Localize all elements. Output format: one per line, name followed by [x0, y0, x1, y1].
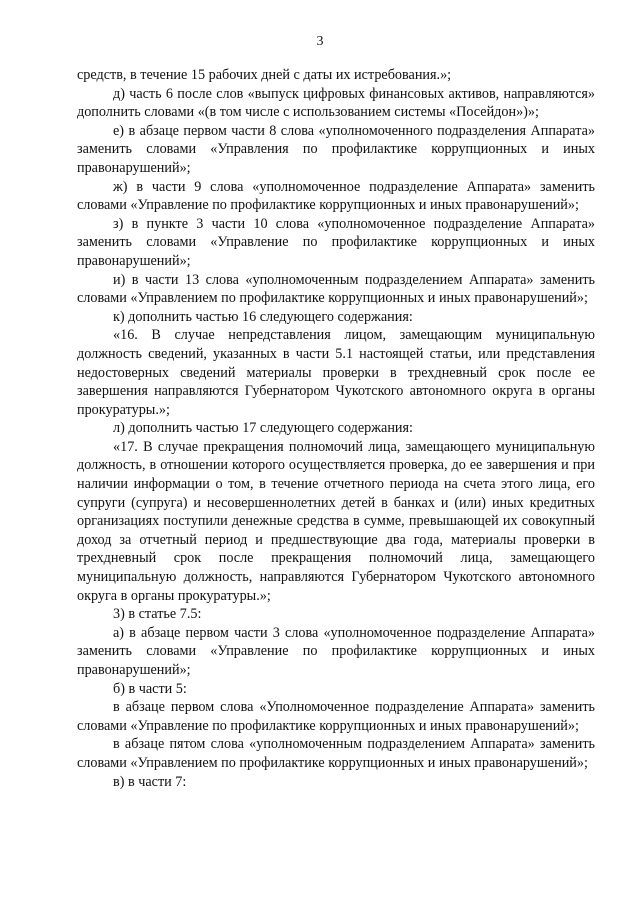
- paragraph: «17. В случае прекращения полномочий лица, замещающего муниципальную должность, в отношении которого осуществляется проверка, до ее завершения и при наличии информации о том, в течение отчетного периода на счета этого лица, его супруги (супруга) и несовершеннолетних детей в банках и (или) иных кредитных организациях поступили денежные средства в сумме, превышающей их совокупный доход за отчетный период и предшествующие два года, материалы проверки в трехдневный срок после прекращения полномочий лица, замещающего муниципальную должность, направляются Губернатором Чукотского автономного округа в органы прокуратуры.»;: [77, 438, 595, 604]
- paragraph: в абзаце первом слова «Уполномоченное подразделение Аппарата» заменить словами «Управление по профилактике коррупционных и иных правонарушений»;: [77, 699, 595, 734]
- paragraph: е) в абзаце первом части 8 слова «уполномоченного подразделения Аппарата» заменить словами «Управления по профилактике коррупционных и иных правонарушений»;: [77, 122, 595, 176]
- paragraph: а) в абзаце первом части 3 слова «уполномоченное подразделение Аппарата» заменить словами «Управление по профилактике коррупционных и иных правонарушений»;: [77, 624, 595, 678]
- paragraph: и) в части 13 слова «уполномоченным подразделением Аппарата» заменить словами «Управлением по профилактике коррупционных и иных правонарушений»;: [77, 271, 595, 307]
- paragraph: к) дополнить частью 16 следующего содержания:: [113, 308, 413, 325]
- paragraph: д) часть 6 после слов «выпуск цифровых финансовых активов, направляются» дополнить словами «(в том числе с использованием системы «Посейдон»)»;: [77, 85, 595, 121]
- paragraph: в) в части 7:: [113, 773, 187, 790]
- document-body: [77, 66, 595, 791]
- paragraph: л) дополнить частью 17 следующего содержания:: [113, 420, 413, 437]
- paragraph: б) в части 5:: [113, 680, 187, 697]
- paragraph: средств, в течение 15 рабочих дней с даты их истребования.»;: [77, 67, 452, 83]
- page-number: 3: [316, 34, 324, 49]
- paragraph: «16. В случае непредставления лицом, замещающим муниципальную должность сведений, указанных в части 5.1 настоящей статьи, или представления недостоверных сведений материалы проверки в трехдневный срок после ее завершения направляются Губернатором Чукотского автономного округа в органы прокуратуры.»;: [77, 327, 595, 418]
- paragraph: 3) в статье 7.5:: [113, 606, 202, 623]
- paragraph: з) в пункте 3 части 10 слова «уполномоченное подразделение Аппарата» заменить словами «Управление по профилактике коррупционных и иных правонарушений»;: [77, 215, 595, 269]
- paragraph: ж) в части 9 слова «уполномоченное подразделение Аппарата» заменить словами «Управление по профилактике коррупционных и иных правонарушений»;: [77, 178, 595, 214]
- paragraph: в абзаце пятом слова «уполномоченным подразделением Аппарата» заменить словами «Управлением по профилактике коррупционных и иных правонарушений»;: [77, 736, 595, 771]
